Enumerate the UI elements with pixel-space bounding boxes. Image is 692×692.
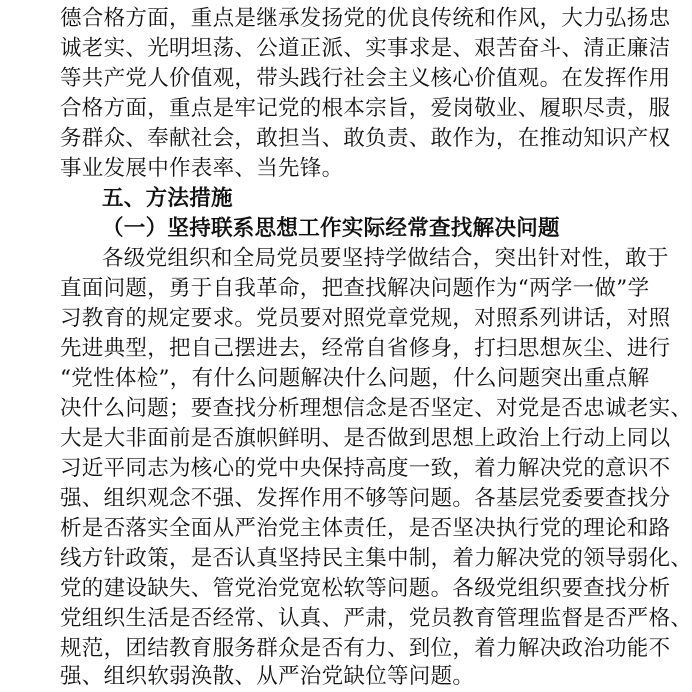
text-line: 党的建设缺失、管党治党宽松软等问题。各级党组织要查找分析: [60, 576, 671, 601]
text-line: 析是否落实全面从严治党主体责任，是否坚决执行党的理论和路: [60, 516, 671, 541]
text-line: 事业发展中作表率、当先锋。: [60, 156, 344, 181]
text-line: 大是大非面前是否旗帜鲜明、是否做到思想上政治上行动上同以: [60, 426, 671, 451]
text-line: 强、组织软弱涣散、从严治党缺位等问题。: [60, 664, 475, 689]
text-line: 习近平同志为核心的党中央保持高度一致，着力解决党的意识不: [60, 456, 671, 481]
text-line: 习教育的规定要求。党员要对照党章党规，对照系列讲话，对照: [60, 306, 671, 331]
text-line: 决什么问题；要查找分析理想信念是否坚定、对党是否忠诚老实、: [60, 396, 692, 421]
text-line: 规范，团结教育服务群众是否有力、到位，着力解决政治功能不: [60, 636, 671, 661]
text-line: 务群众、奉献社会，敢担当、敢负责、敢作为，在推动知识产权: [60, 126, 671, 151]
text-line: 线方针政策，是否认真坚持民主集中制，着力解决党的领导弱化、: [60, 546, 692, 571]
text-line: 等共产党人价值观，带头践行社会主义核心价值观。在发挥作用: [60, 66, 671, 91]
text-line: 先进典型，把自己摆进去，经常自省修身，打扫思想灰尘、进行: [60, 336, 671, 361]
text-line: 各级党组织和全局党员要坚持学做结合，突出针对性，敢于: [102, 246, 669, 271]
text-line: 直面问题，勇于自我革命，把查找解决问题作为“两学一做”学: [60, 276, 650, 301]
text-line: 合格方面，重点是牢记党的根本宗旨，爱岗敬业、履职尽责，服: [60, 96, 671, 121]
section-heading: 五、方法措施: [102, 186, 233, 211]
text-line: 德合格方面，重点是继承发扬党的优良传统和作风，大力弘扬忠: [60, 6, 671, 31]
text-line: 强、组织观念不强、发挥作用不够等问题。各基层党委要查找分: [60, 486, 671, 511]
text-line: “党性体检”，有什么问题解决什么问题，什么问题突出重点解: [60, 366, 650, 391]
text-line: 诚老实、光明坦荡、公道正派、实事求是、艰苦奋斗、清正廉洁: [60, 36, 671, 61]
text-line: 党组织生活是否经常、认真、严肃，党员教育管理监督是否严格、: [60, 606, 692, 631]
subsection-heading: （一）坚持联系思想工作实际经常查找解决问题: [102, 216, 560, 241]
